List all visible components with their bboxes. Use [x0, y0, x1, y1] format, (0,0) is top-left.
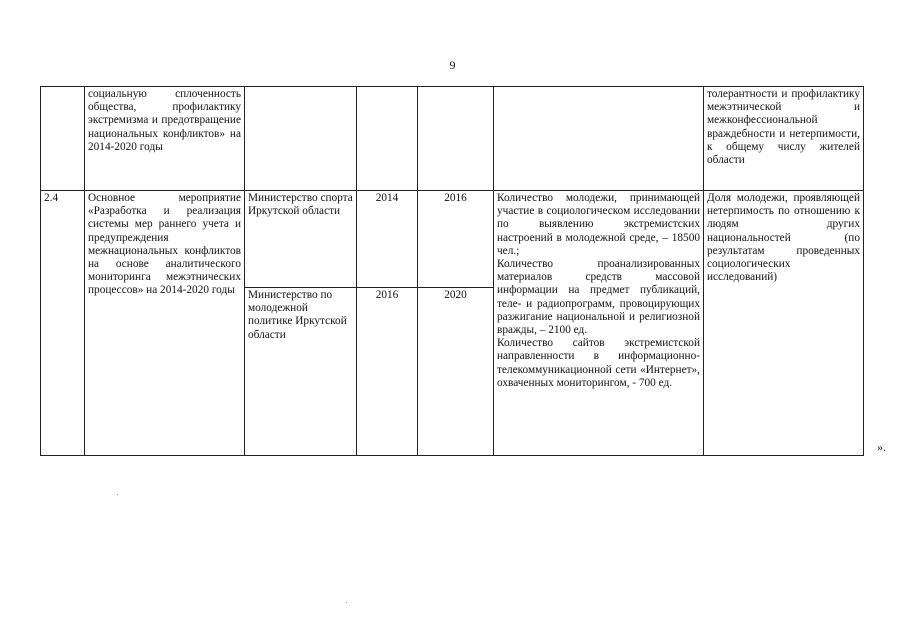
result-item-3: Количество сайтов экстремистской направленности в информационно-телекоммуникационной сети «Интернет», охваченных мониторингом, - 700 ед. [497, 337, 700, 389]
cell-executor-2: Министерство по молодежной политике Иркутской области [245, 288, 357, 456]
result-item-1: Количество молодежи, принимающей участие в социологическом исследовании по выявлению экстремистских настроений в молодежной среде, – 18500 чел.; [497, 192, 700, 257]
cell-end-2: 2020 [418, 288, 494, 456]
cell-start-empty [357, 87, 418, 191]
page-number: 9 [449, 58, 456, 72]
cell-activity-name: Основное мероприятие «Разработка и реализация системы мер раннего учета и предупреждения межнациональных конфликтов на основе аналитического мониторинга межэтнических процессов» на 2014-2020 годы [85, 191, 245, 456]
cell-end-empty [418, 87, 494, 191]
table-row-2-4-a [41, 191, 864, 288]
cell-start-1: 2014 [357, 191, 418, 288]
program-table [40, 86, 864, 456]
cell-num-empty [41, 87, 85, 191]
cell-activity-name-cont: социальную сплоченность общества, профилактику экстремизма и предотвращение национальных конфликтов» на 2014-2020 годы [85, 87, 245, 191]
cell-results [494, 191, 704, 456]
scan-speck [346, 602, 347, 603]
cell-end-1: 2016 [418, 191, 494, 288]
cell-num: 2.4 [41, 191, 85, 456]
cell-indicator: Доля молодежи, проявляющей нетерпимость по отношению к людям других национальностей (по результатам проведенных социологических исследований) [704, 191, 864, 456]
cell-executor-empty [245, 87, 357, 191]
closing-quote: ». [877, 440, 886, 454]
cell-executor-1: Министерство спорта Иркутской области [245, 191, 357, 288]
result-item-2: Количество проанализированных материалов средств массовой информации на предмет публикаций, теле- и радиопрограмм, провоцирующих разжигание национальной и религиозной вражды, – 2100 ед. [497, 258, 700, 337]
cell-indicator-cont: толерантности и профилактику межэтнической и межконфессиональной враждебности и нетерпимости, к общему числу жителей области [704, 87, 864, 191]
cell-results-empty [494, 87, 704, 191]
scan-speck [117, 494, 118, 495]
cell-start-2: 2016 [357, 288, 418, 456]
table-row-continuation [41, 87, 864, 191]
